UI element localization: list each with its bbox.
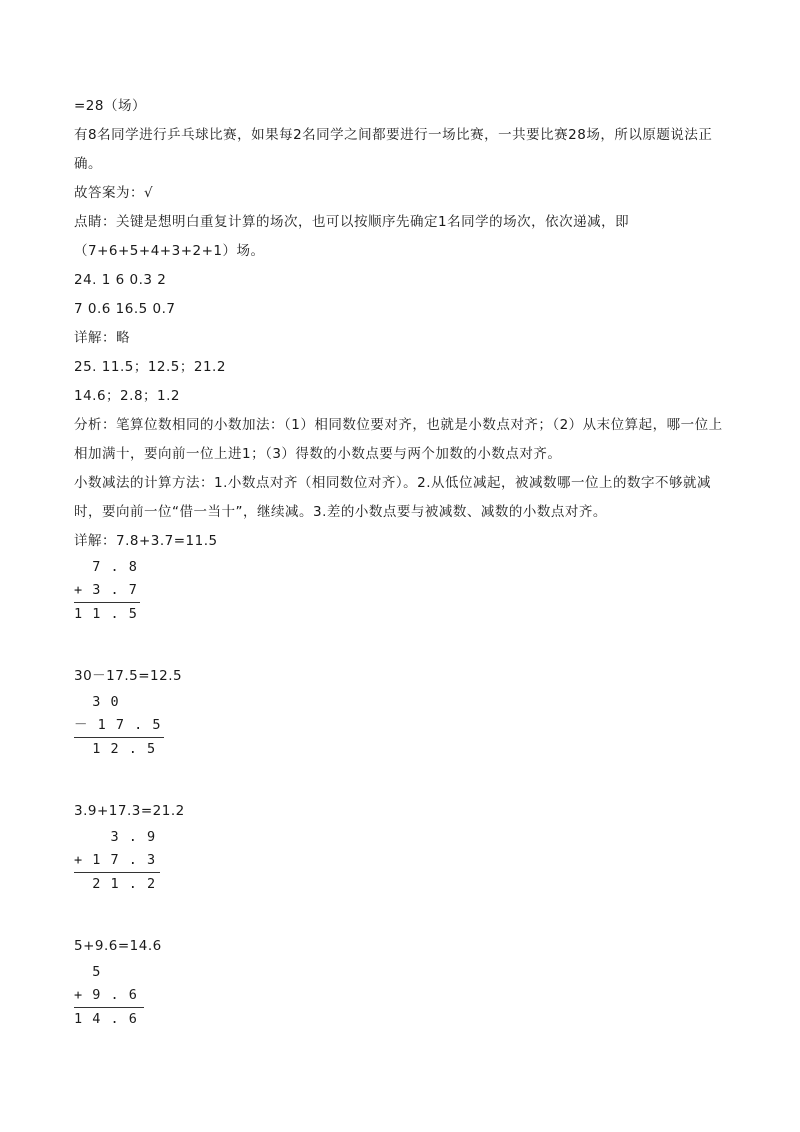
calc-row: － 1 7 . 5	[74, 717, 162, 733]
method-paragraph: 小数减法的计算方法：1.小数点对齐（相同数位对齐）。2.从低位减起，被减数哪一位上的数字不够就减时，要向前一位“借一当十”，继续减。3.差的小数点要与被减数、减数的小数点对齐。	[74, 475, 712, 520]
calc-row: + 3 . 7	[74, 582, 138, 598]
calc-row: 3 . 9	[74, 829, 157, 845]
answer-line-25-cont: 14.6；2.8；1.2	[74, 388, 180, 404]
text-paragraph: 有8名同学进行乒乓球比赛，如果每2名同学之间都要进行一场比赛，一共要比赛28场，所以原题说法正确。	[74, 127, 713, 172]
answer-line-25: 25. 11.5；12.5；21.2	[74, 359, 226, 375]
analysis-paragraph: 分析：笔算位数相同的小数加法：（1）相同数位要对齐，也就是小数点对齐；（2）从末位算起，哪一位上相加满十，要向前一位上进1；（3）得数的小数点要与两个加数的小数点对齐。	[74, 417, 723, 462]
vertical-calc	[74, 961, 734, 1031]
equation-title: 5+9.6=14.6	[74, 938, 162, 954]
calc-row: + 1 7 . 3	[74, 852, 157, 868]
answer-line: 故答案为：√	[74, 185, 154, 201]
calc-result: 1 4 . 6	[74, 1011, 138, 1027]
answer-line-24-cont: 7 0.6 16.5 0.7	[74, 301, 176, 317]
equation-title: 30－17.5=12.5	[74, 668, 183, 684]
vertical-calc	[74, 691, 734, 761]
explanation-line: 详解：略	[74, 330, 130, 346]
calc-row: 3 0	[74, 694, 120, 710]
equation-title: 3.9+17.3=21.2	[74, 803, 185, 819]
calc-row: + 9 . 6	[74, 987, 138, 1003]
text-line: =28（场）	[74, 98, 146, 114]
document-page	[74, 92, 734, 1047]
calc-result: 2 1 . 2	[74, 876, 157, 892]
calc-row: 7 . 8	[74, 559, 138, 575]
explanation-line: 详解：7.8+3.7=11.5	[74, 533, 218, 549]
calc-result: 1 2 . 5	[74, 741, 157, 757]
calc-row: 5	[74, 964, 102, 980]
note-paragraph: 点睛：关键是想明白重复计算的场次，也可以按顺序先确定1名同学的场次，依次递减，即（7+6+5+4+3+2+1）场。	[74, 214, 630, 259]
answer-line-24: 24. 1 6 0.3 2	[74, 272, 167, 288]
vertical-calc	[74, 556, 734, 626]
calc-result: 1 1 . 5	[74, 606, 138, 622]
vertical-calc	[74, 826, 734, 896]
